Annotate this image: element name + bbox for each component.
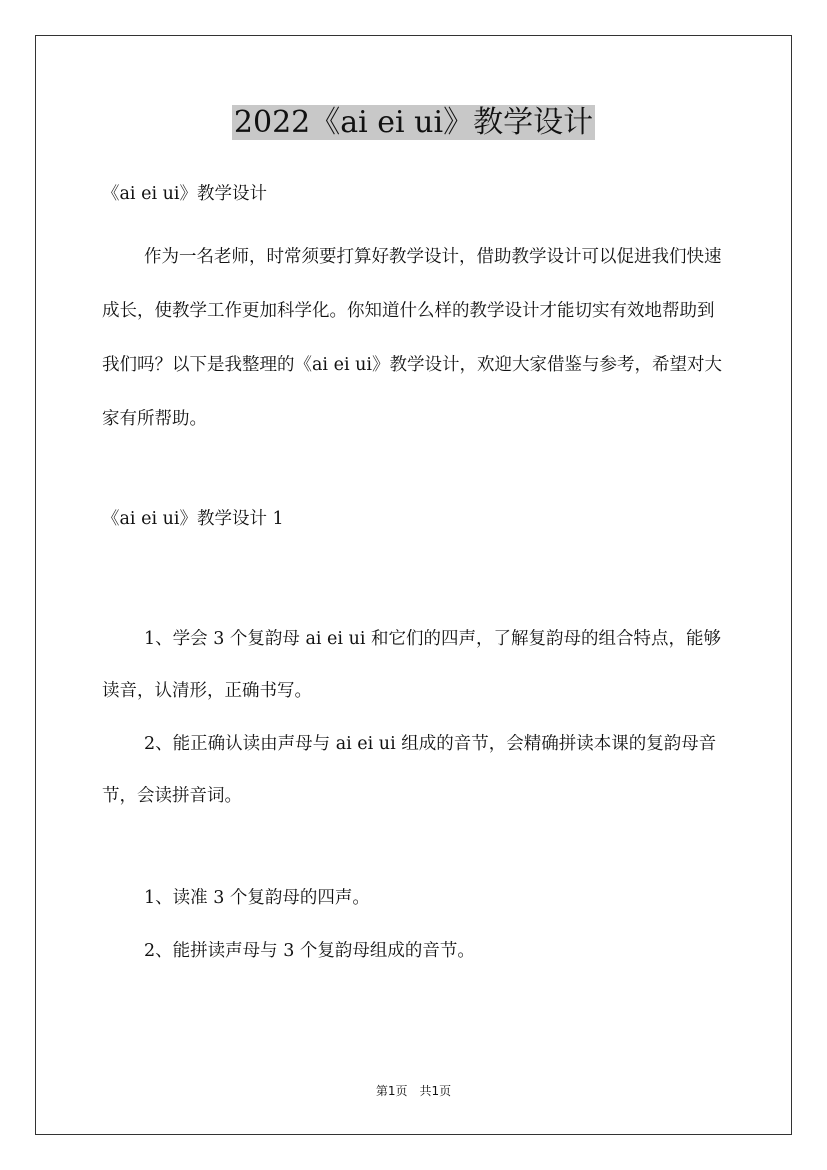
intro-paragraph: 作为一名老师，时常须要打算好教学设计，借助教学设计可以促进我们快速成长，使教学工作更加科学化。你知道什么样的教学设计才能切实有效地帮助到我们吗？以下是我整理的《ai ei ui》教学设计，欢迎大家借鉴与参考，希望对大家有所帮助。 bbox=[102, 247, 722, 429]
key-point-item: 2、能拼读声母与 3 个复韵母组成的音节。 bbox=[144, 941, 475, 961]
document-title: 2022《ai ei ui》教学设计 bbox=[233, 105, 594, 140]
objective-item: 1、学会 3 个复韵母 ai ei ui 和它们的四声，了解复韵母的组合特点，能够读音，认清形，正确书写。 bbox=[102, 629, 721, 701]
document-subtitle: 《ai ei ui》教学设计 bbox=[102, 184, 267, 204]
objective-item: 2、能正确认读由声母与 ai ei ui 组成的音节，会精确拼读本课的复韵母音节，会读拼音词。 bbox=[102, 734, 717, 806]
page-footer: 第1页 共1页 bbox=[375, 1084, 452, 1098]
document-title-block bbox=[0, 102, 827, 144]
key-point-item: 1、读准 3 个复韵母的四声。 bbox=[144, 888, 370, 908]
section-heading: 《ai ei ui》教学设计 1 bbox=[102, 509, 284, 529]
